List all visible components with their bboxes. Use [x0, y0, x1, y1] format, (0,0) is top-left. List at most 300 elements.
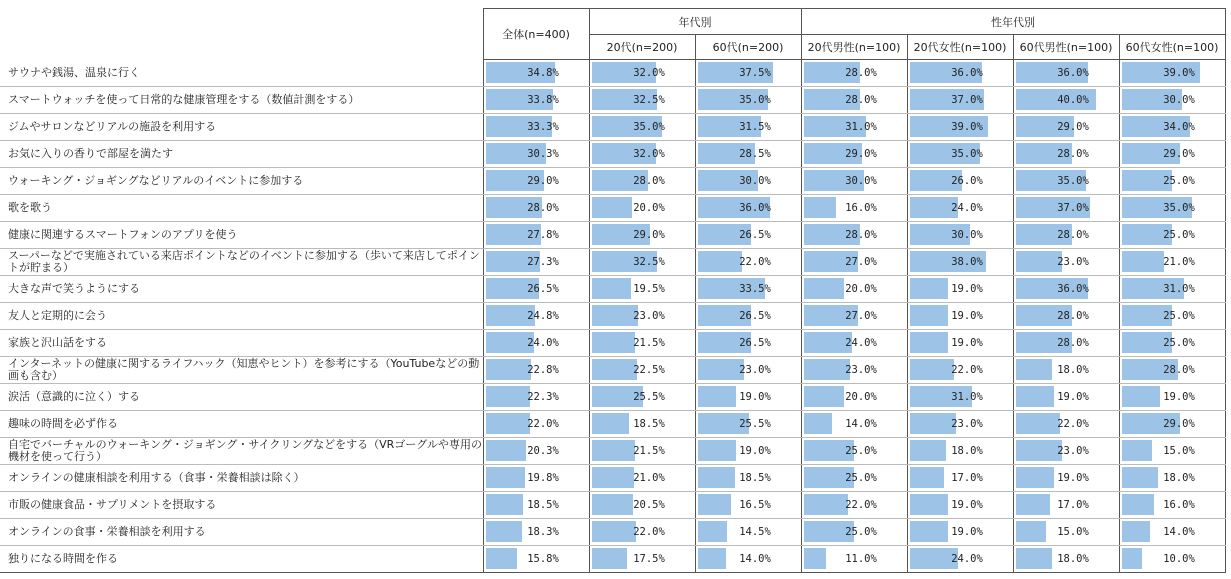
data-cell: [1119, 222, 1225, 249]
data-label: 32.0%: [633, 148, 665, 160]
table-row: [0, 276, 1225, 303]
data-label: 25.0%: [1163, 310, 1195, 322]
crosstab-table: [0, 8, 1226, 573]
data-cell: [483, 303, 589, 330]
row-label: 涙活（意識的に泣く）する: [0, 384, 483, 411]
data-cell: [801, 438, 907, 465]
data-cell: [1013, 411, 1119, 438]
data-label: 28.0%: [845, 67, 877, 79]
data-label: 22.8%: [527, 364, 559, 376]
header-group-sex-age: 性年代別: [801, 9, 1225, 35]
data-cell: [1119, 384, 1225, 411]
data-label: 39.0%: [951, 121, 983, 133]
row-label: オンラインの食事・栄養相談を利用する: [0, 519, 483, 546]
data-cell: [483, 465, 589, 492]
data-label: 16.0%: [845, 202, 877, 214]
data-label: 35.0%: [739, 94, 771, 106]
data-cell: [1119, 519, 1225, 546]
data-label: 20.0%: [845, 283, 877, 295]
data-label: 14.0%: [1163, 526, 1195, 538]
data-cell: [695, 330, 801, 357]
data-cell: [589, 141, 695, 168]
table-row: [0, 60, 1225, 87]
data-label: 38.0%: [951, 256, 983, 268]
data-label: 17.0%: [1057, 499, 1089, 511]
data-cell: [1119, 546, 1225, 573]
data-label: 30.0%: [951, 229, 983, 241]
data-cell: [907, 249, 1013, 276]
data-label: 26.5%: [739, 310, 771, 322]
data-label: 25.0%: [1163, 337, 1195, 349]
data-label: 25.0%: [845, 445, 877, 457]
data-cell: [1013, 438, 1119, 465]
data-label: 26.5%: [739, 337, 771, 349]
data-cell: [695, 168, 801, 195]
data-cell: [1013, 195, 1119, 222]
data-cell: [589, 168, 695, 195]
table-row: [0, 384, 1225, 411]
data-cell: [1013, 87, 1119, 114]
data-label: 28.0%: [1163, 364, 1195, 376]
data-label: 19.0%: [951, 337, 983, 349]
data-label: 27.3%: [527, 256, 559, 268]
data-label: 28.0%: [1057, 337, 1089, 349]
data-label: 20.3%: [527, 445, 559, 457]
data-cell: [801, 195, 907, 222]
data-label: 22.5%: [633, 364, 665, 376]
header-col-20s: 20代(n=200): [589, 35, 695, 60]
data-label: 22.0%: [845, 499, 877, 511]
data-label: 24.0%: [845, 337, 877, 349]
data-label: 28.0%: [1057, 148, 1089, 160]
data-label: 34.8%: [527, 67, 559, 79]
data-cell: [695, 438, 801, 465]
data-cell: [483, 330, 589, 357]
data-cell: [907, 303, 1013, 330]
data-cell: [907, 87, 1013, 114]
data-cell: [695, 357, 801, 384]
data-label: 35.0%: [633, 121, 665, 133]
data-label: 14.0%: [739, 553, 771, 565]
data-cell: [695, 519, 801, 546]
table-row: [0, 114, 1225, 141]
data-cell: [1013, 519, 1119, 546]
row-label: 友人と定期的に会う: [0, 303, 483, 330]
data-label: 22.0%: [739, 256, 771, 268]
data-cell: [695, 141, 801, 168]
data-label: 19.0%: [951, 526, 983, 538]
data-label: 10.0%: [1163, 553, 1195, 565]
data-label: 30.0%: [1163, 94, 1195, 106]
data-cell: [695, 222, 801, 249]
data-label: 25.5%: [739, 418, 771, 430]
data-label: 25.0%: [1163, 175, 1195, 187]
table-row: [0, 357, 1225, 384]
data-label: 23.0%: [845, 364, 877, 376]
data-label: 26.0%: [951, 175, 983, 187]
data-cell: [483, 195, 589, 222]
data-label: 17.0%: [951, 472, 983, 484]
data-cell: [1013, 60, 1119, 87]
row-label: スマートウォッチを使って日常的な健康管理をする（数値計測をする）: [0, 87, 483, 114]
data-cell: [483, 168, 589, 195]
data-cell: [483, 87, 589, 114]
row-label: 市販の健康食品・サプリメントを摂取する: [0, 492, 483, 519]
data-label: 19.0%: [1057, 472, 1089, 484]
data-label: 35.0%: [951, 148, 983, 160]
data-label: 22.0%: [527, 418, 559, 430]
data-label: 33.5%: [739, 283, 771, 295]
data-cell: [695, 87, 801, 114]
data-cell: [801, 546, 907, 573]
row-label: ウォーキング・ジョギングなどリアルのイベントに参加する: [0, 168, 483, 195]
data-cell: [1119, 303, 1225, 330]
data-cell: [907, 141, 1013, 168]
data-label: 18.0%: [1163, 472, 1195, 484]
data-label: 32.5%: [633, 94, 665, 106]
data-label: 25.0%: [845, 526, 877, 538]
data-label: 21.0%: [633, 472, 665, 484]
data-cell: [907, 222, 1013, 249]
data-label: 16.5%: [739, 499, 771, 511]
data-label: 26.5%: [527, 283, 559, 295]
data-cell: [695, 60, 801, 87]
data-cell: [589, 357, 695, 384]
data-cell: [801, 114, 907, 141]
data-cell: [907, 195, 1013, 222]
data-cell: [483, 546, 589, 573]
data-cell: [589, 519, 695, 546]
data-cell: [695, 465, 801, 492]
data-label: 22.0%: [633, 526, 665, 538]
data-label: 23.0%: [633, 310, 665, 322]
data-label: 35.0%: [1057, 175, 1089, 187]
data-label: 16.0%: [1163, 499, 1195, 511]
data-cell: [695, 114, 801, 141]
data-cell: [589, 465, 695, 492]
table-row: [0, 519, 1225, 546]
data-cell: [907, 114, 1013, 141]
data-label: 18.5%: [527, 499, 559, 511]
data-label: 39.0%: [1163, 67, 1195, 79]
data-cell: [1119, 141, 1225, 168]
data-label: 23.0%: [739, 364, 771, 376]
data-label: 19.0%: [951, 499, 983, 511]
data-label: 20.5%: [633, 499, 665, 511]
table-row: [0, 465, 1225, 492]
row-label: スーパーなどで実施されている来店ポイントなどのイベントに参加する（歩いて来店してポイントが貯まる）: [0, 249, 483, 276]
data-cell: [1119, 249, 1225, 276]
data-label: 11.0%: [845, 553, 877, 565]
data-label: 30.0%: [845, 175, 877, 187]
data-label: 14.5%: [739, 526, 771, 538]
data-cell: [1119, 195, 1225, 222]
data-label: 18.5%: [739, 472, 771, 484]
data-label: 35.0%: [1163, 202, 1195, 214]
header-col-60s-female: 60代女性(n=100): [1119, 35, 1225, 60]
data-cell: [907, 465, 1013, 492]
data-cell: [483, 60, 589, 87]
data-label: 17.5%: [633, 553, 665, 565]
data-cell: [695, 276, 801, 303]
data-cell: [801, 465, 907, 492]
data-label: 25.0%: [845, 472, 877, 484]
data-cell: [589, 438, 695, 465]
data-cell: [1119, 465, 1225, 492]
data-cell: [1119, 87, 1225, 114]
data-cell: [483, 519, 589, 546]
data-label: 34.0%: [1163, 121, 1195, 133]
table-row: [0, 303, 1225, 330]
data-cell: [1119, 276, 1225, 303]
data-cell: [907, 438, 1013, 465]
data-cell: [695, 303, 801, 330]
data-cell: [1013, 249, 1119, 276]
data-label: 18.3%: [527, 526, 559, 538]
data-label: 27.8%: [527, 229, 559, 241]
data-cell: [589, 249, 695, 276]
data-label: 37.0%: [951, 94, 983, 106]
data-cell: [1119, 357, 1225, 384]
data-label: 29.0%: [845, 148, 877, 160]
data-cell: [801, 276, 907, 303]
data-cell: [589, 114, 695, 141]
data-label: 22.3%: [527, 391, 559, 403]
data-label: 21.5%: [633, 445, 665, 457]
data-label: 36.0%: [739, 202, 771, 214]
table-row: [0, 222, 1225, 249]
header-col-60s: 60代(n=200): [695, 35, 801, 60]
data-cell: [1119, 411, 1225, 438]
data-cell: [1013, 168, 1119, 195]
data-cell: [907, 168, 1013, 195]
header-total: 全体(n=400): [483, 9, 589, 60]
data-cell: [907, 357, 1013, 384]
data-cell: [589, 222, 695, 249]
row-label: 家族と沢山話をする: [0, 330, 483, 357]
data-cell: [695, 546, 801, 573]
data-label: 28.0%: [1057, 310, 1089, 322]
data-label: 24.8%: [527, 310, 559, 322]
data-cell: [589, 195, 695, 222]
data-cell: [801, 357, 907, 384]
data-cell: [907, 492, 1013, 519]
table-row: [0, 168, 1225, 195]
data-cell: [907, 60, 1013, 87]
data-cell: [801, 384, 907, 411]
data-cell: [1013, 357, 1119, 384]
data-cell: [483, 114, 589, 141]
data-label: 29.0%: [633, 229, 665, 241]
data-cell: [483, 357, 589, 384]
data-cell: [1013, 330, 1119, 357]
data-cell: [695, 195, 801, 222]
data-cell: [589, 411, 695, 438]
data-label: 32.5%: [633, 256, 665, 268]
data-label: 19.0%: [739, 391, 771, 403]
table-row: [0, 411, 1225, 438]
data-label: 19.0%: [739, 445, 771, 457]
data-cell: [1013, 492, 1119, 519]
table-row: [0, 330, 1225, 357]
data-label: 33.8%: [527, 94, 559, 106]
data-label: 28.5%: [739, 148, 771, 160]
table-row: [0, 141, 1225, 168]
data-label: 19.5%: [633, 283, 665, 295]
data-label: 28.0%: [845, 94, 877, 106]
data-cell: [907, 384, 1013, 411]
data-cell: [483, 222, 589, 249]
data-label: 32.0%: [633, 67, 665, 79]
data-cell: [801, 168, 907, 195]
data-cell: [1013, 384, 1119, 411]
data-label: 24.0%: [951, 202, 983, 214]
row-label: ジムやサロンなどリアルの施設を利用する: [0, 114, 483, 141]
data-cell: [589, 384, 695, 411]
row-label: 健康に関連するスマートフォンのアプリを使う: [0, 222, 483, 249]
data-label: 20.0%: [845, 391, 877, 403]
data-label: 15.0%: [1057, 526, 1089, 538]
table-body: [0, 60, 1225, 573]
data-cell: [589, 492, 695, 519]
row-label: 趣味の時間を必ず作る: [0, 411, 483, 438]
data-cell: [801, 411, 907, 438]
data-label: 18.5%: [633, 418, 665, 430]
data-cell: [589, 303, 695, 330]
data-cell: [1013, 465, 1119, 492]
data-cell: [483, 276, 589, 303]
data-label: 28.0%: [633, 175, 665, 187]
data-label: 31.0%: [845, 121, 877, 133]
data-label: 28.0%: [527, 202, 559, 214]
data-cell: [1013, 114, 1119, 141]
header-col-20s-female: 20代女性(n=100): [907, 35, 1013, 60]
data-cell: [483, 411, 589, 438]
data-label: 23.0%: [1057, 445, 1089, 457]
data-label: 23.0%: [1057, 256, 1089, 268]
data-label: 19.8%: [527, 472, 559, 484]
data-cell: [801, 519, 907, 546]
table-row: [0, 492, 1225, 519]
data-cell: [483, 141, 589, 168]
data-cell: [1119, 114, 1225, 141]
data-cell: [483, 492, 589, 519]
data-cell: [1013, 141, 1119, 168]
data-cell: [801, 87, 907, 114]
data-cell: [907, 276, 1013, 303]
data-cell: [695, 411, 801, 438]
header-col-20s-male: 20代男性(n=100): [801, 35, 907, 60]
data-label: 22.0%: [1057, 418, 1089, 430]
data-label: 21.5%: [633, 337, 665, 349]
data-cell: [801, 330, 907, 357]
data-cell: [1119, 438, 1225, 465]
table-row: [0, 249, 1225, 276]
data-cell: [801, 60, 907, 87]
data-label: 21.0%: [1163, 256, 1195, 268]
row-label: サウナや銭湯、温泉に行く: [0, 60, 483, 87]
row-label: 独りになる時間を作る: [0, 546, 483, 573]
data-label: 36.0%: [1057, 283, 1089, 295]
data-label: 37.0%: [1057, 202, 1089, 214]
data-label: 29.0%: [1057, 121, 1089, 133]
data-cell: [1013, 546, 1119, 573]
data-label: 18.0%: [951, 445, 983, 457]
data-label: 27.0%: [845, 310, 877, 322]
data-label: 25.5%: [633, 391, 665, 403]
header-group-age: 年代別: [589, 9, 801, 35]
data-cell: [801, 303, 907, 330]
data-cell: [1119, 168, 1225, 195]
data-cell: [1013, 303, 1119, 330]
data-label: 25.0%: [1163, 229, 1195, 241]
data-cell: [801, 492, 907, 519]
data-cell: [483, 249, 589, 276]
data-label: 19.0%: [951, 310, 983, 322]
data-cell: [589, 87, 695, 114]
table-row: [0, 438, 1225, 465]
data-label: 30.0%: [739, 175, 771, 187]
data-label: 31.0%: [951, 391, 983, 403]
data-label: 28.0%: [1057, 229, 1089, 241]
data-label: 23.0%: [951, 418, 983, 430]
data-label: 28.0%: [845, 229, 877, 241]
table-row: [0, 546, 1225, 573]
data-cell: [907, 330, 1013, 357]
data-cell: [695, 384, 801, 411]
data-label: 33.3%: [527, 121, 559, 133]
data-label: 31.0%: [1163, 283, 1195, 295]
data-label: 18.0%: [1057, 364, 1089, 376]
data-label: 14.0%: [845, 418, 877, 430]
data-cell: [801, 249, 907, 276]
data-label: 27.0%: [845, 256, 877, 268]
data-label: 26.5%: [739, 229, 771, 241]
table-row: [0, 195, 1225, 222]
data-label: 29.0%: [1163, 148, 1195, 160]
row-label: お気に入りの香りで部屋を満たす: [0, 141, 483, 168]
row-label: インターネットの健康に関するライフハック（知恵やヒント）を参考にする（YouTubeなどの動画も含む）: [0, 357, 483, 384]
data-label: 31.5%: [739, 121, 771, 133]
data-label: 24.0%: [951, 553, 983, 565]
data-cell: [589, 330, 695, 357]
data-cell: [483, 438, 589, 465]
data-cell: [1119, 60, 1225, 87]
data-cell: [1013, 222, 1119, 249]
data-label: 22.0%: [951, 364, 983, 376]
data-cell: [907, 546, 1013, 573]
row-label: 自宅でバーチャルのウォーキング・ジョギング・サイクリングなどをする（VRゴーグルや専用の機材を使って行う）: [0, 438, 483, 465]
data-label: 19.0%: [1057, 391, 1089, 403]
header-blank: [0, 9, 483, 60]
data-cell: [801, 141, 907, 168]
data-label: 24.0%: [527, 337, 559, 349]
data-cell: [695, 249, 801, 276]
data-label: 19.0%: [1163, 391, 1195, 403]
data-cell: [1119, 492, 1225, 519]
data-cell: [695, 492, 801, 519]
row-label: 大きな声で笑うようにする: [0, 276, 483, 303]
data-cell: [483, 384, 589, 411]
data-label: 29.0%: [527, 175, 559, 187]
data-cell: [589, 60, 695, 87]
data-label: 18.0%: [1057, 553, 1089, 565]
table-row: [0, 87, 1225, 114]
data-cell: [801, 222, 907, 249]
data-label: 19.0%: [951, 283, 983, 295]
data-cell: [1013, 276, 1119, 303]
header-col-60s-male: 60代男性(n=100): [1013, 35, 1119, 60]
